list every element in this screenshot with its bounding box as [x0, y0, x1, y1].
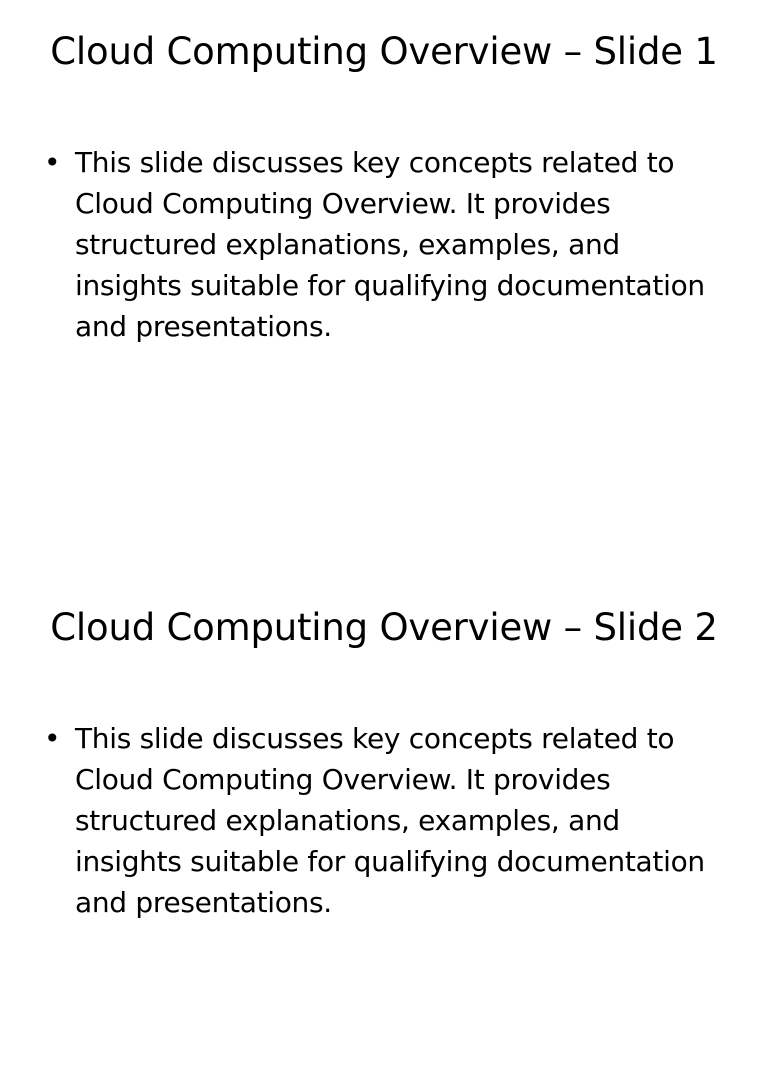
slide-1	[0, 0, 768, 512]
slide-title: Cloud Computing Overview – Slide 1	[50, 30, 718, 73]
slide-2	[0, 576, 768, 1088]
bullet-item	[44, 718, 724, 923]
bullet-text: This slide discusses key concepts related to Cloud Computing Overview. It provides structured explanations, examples, and insights suitable for qualifying documentation and presentations.	[75, 146, 705, 343]
slide-bullet-list	[44, 142, 724, 347]
slide-title: Cloud Computing Overview – Slide 2	[50, 606, 718, 649]
bullet-text: This slide discusses key concepts related to Cloud Computing Overview. It provides structured explanations, examples, and insights suitable for qualifying documentation and presentations.	[75, 722, 705, 919]
bullet-dot-icon: •	[44, 722, 61, 755]
bullet-dot-icon: •	[44, 146, 61, 179]
slide-bullet-list	[44, 718, 724, 923]
bullet-item	[44, 142, 724, 347]
